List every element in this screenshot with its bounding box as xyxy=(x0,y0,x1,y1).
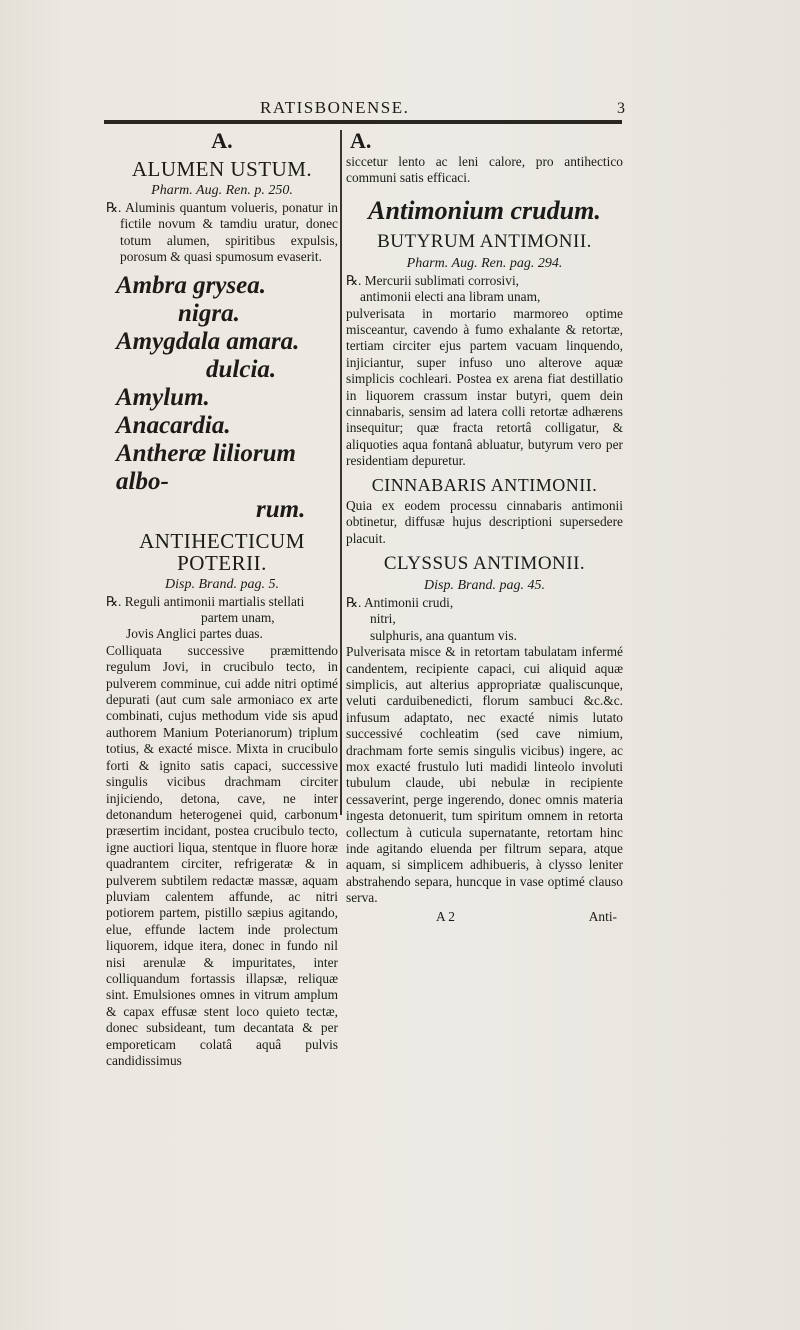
left-column xyxy=(106,124,338,1069)
section-letter: A. xyxy=(211,128,233,153)
entry-text-butyrum: pulverisata in mortario marmoreo optime misceantur, cavendo à fumo exhalante & retortæ, tertiam circiter ejus partem vacuam linquendo, injiciantur, super infuso uno alterove aquæ simplicis cochleari. Postea ex arena fiat destillatio in liquorem crassum instar butyri, quem dein cinnabaris, sensim ad latera colli retortæ adhærens insequitur; quæ fracta retortâ colligatur, & aliquoties aqua fontanâ abluatur, butyrum vero per residentiam depuretur. xyxy=(346,305,623,469)
entry-rx-butyrum-2: antimonii electi ana libram unam, xyxy=(360,289,541,305)
entry-rx-clyssus-2: nitri, xyxy=(370,611,396,627)
section-letter-right: A. xyxy=(350,128,372,153)
entry-ref-antihecticum: Disp. Brand. pag. 5. xyxy=(165,576,279,592)
right-column xyxy=(346,124,623,925)
entry-rx-clyssus-1: ℞. Antimonii crudi, xyxy=(346,594,454,610)
entry-ref-butyrum: Pharm. Aug. Ren. pag. 294. xyxy=(406,255,563,271)
entry-rx-line2: partem unam, xyxy=(201,610,275,626)
entry-title-clyssus: CLYSSUS ANTIMONII. xyxy=(383,552,586,574)
entry-text-clyssus: Pulverisata misce & in retortam tabulatam infermé candentem, recipiente capaci, cui aliquid aquæ simplicis, aut alterius appropriatæ qualiscunque, veluti carduibenedicti, florum sambuci &c.&c. infusum adaptato, nec exacté nimis lutato successivé cochleatim (sed cave nimium, drachmam forte semis singulis vicibus) ingere, ac mox exacté frustulo luti madidi linteolo involuti tubulum claude, ubi nebulæ in recipiente cessaverint, perge ingerendo, donec omnis materia ingesta detonuerit, tum spiritum omnem in retorta collectum à cuticula supernatante, retortam hinc inde agitando eluenda per filtrum separa, atque aquam, si simplicem adhibueris, à clysso leniter abstrahendo separa, huncque in vase optimé clauso serva. xyxy=(346,644,623,906)
entry-rx-clyssus-3: sulphuris, ana quantum vis. xyxy=(370,627,517,643)
entry-ref-alumen: Pharm. Aug. Ren. p. 250. xyxy=(151,183,293,198)
entry-rx-butyrum-1: ℞. Mercurii sublimati corrosivi, xyxy=(346,272,520,288)
entry-amygdala-amara: Amygdala amara. xyxy=(116,327,300,355)
entry-ambra-grysea: Ambra grysea. xyxy=(116,271,266,299)
entry-title-antihecticum: ANTIHECTICUM POTERII. xyxy=(139,528,305,575)
running-title: RATISBONENSE. xyxy=(260,98,410,117)
entry-antherae-line2: rum. xyxy=(256,495,306,523)
entry-anacardia: Anacardia. xyxy=(116,411,231,439)
entry-ref-clyssus: Disp. Brand. pag. 45. xyxy=(424,577,545,593)
entry-rx-line1: ℞. Reguli antimonii martialis stellati xyxy=(106,593,305,609)
entry-text-alumen: ℞. Aluminis quantum volueris, ponatur in fictile novum & tamdiu uratur, donec totum alumen, spiritibus expulsis, porosum & quasi spumosum evaserit. xyxy=(106,200,338,265)
entry-amylum: Amylum. xyxy=(116,383,210,411)
entry-antimonium-crudum: Antimonium crudum. xyxy=(368,195,601,225)
signature-mark: A 2 xyxy=(436,908,455,924)
entry-title-cinnabaris: CINNABARIS ANTIMONII. xyxy=(371,474,598,495)
entry-title-butyrum: BUTYRUM ANTIMONII. xyxy=(377,230,592,252)
entry-rx-line3: Jovis Anglici partes duas. xyxy=(126,626,263,642)
page-footer xyxy=(346,909,623,925)
entry-amygdala-dulcia: dulcia. xyxy=(206,355,277,383)
entry-text-cinnabaris: Quia ex eodem processu cinnabaris antimonii obtinetur, diffusæ hujus descriptioni supersedere placuit. xyxy=(346,497,623,546)
entry-ambra-nigra: nigra. xyxy=(178,299,240,327)
entry-title-alumen: ALUMEN USTUM. xyxy=(131,157,313,181)
page-number: 3 xyxy=(617,100,625,117)
catchword: Anti- xyxy=(588,908,617,924)
entry-antherae-line1: Antheræ liliorum albo- xyxy=(116,439,296,495)
entry-text-antihecticum: Colliquata successive præmittendo regulum Jovi, in crucibulo tecto, in pulverem comminue, cui adde nitri optimé depurati (aut cum sale armoniaco ex arte combinati, cujus methodum vide sis apud authorem Manium Poterianorum) triplum totius, & exacté misce. Mixta in crucibulo forti & ignito satis capaci, successive singulis vicibus drachmam circiter injiciendo, detona, cave, ne inter detonandum heterogenei quid, carbonum præsertim incidant, postea crucibulo tecto, igne auctiori liqua, stentque in fluore horæ quadrantem circiter, refrigeratæ & in pulverem subtilem redactæ massæ, aquam pluviam calentem affunde, ac nitri potiorem partem, pistillo sæpius agitando, elue, effunde lactem inde prolectum liquorem, idque itera, donec in fundo nil nisi arenulæ & impuritates, inter colliquandum fortassis illapsæ, reliquæ sint. Emulsiones omnes in vitrum amplum & capax effusæ stent loco quieto tectæ, donec subsideant, tum decantata & per emporeticam colatâ aquâ pulvis candidissimus xyxy=(106,642,338,1068)
entry-text-continuation: siccetur lento ac leni calore, pro antihectico communi satis efficaci. xyxy=(346,154,623,186)
column-divider xyxy=(340,130,342,815)
